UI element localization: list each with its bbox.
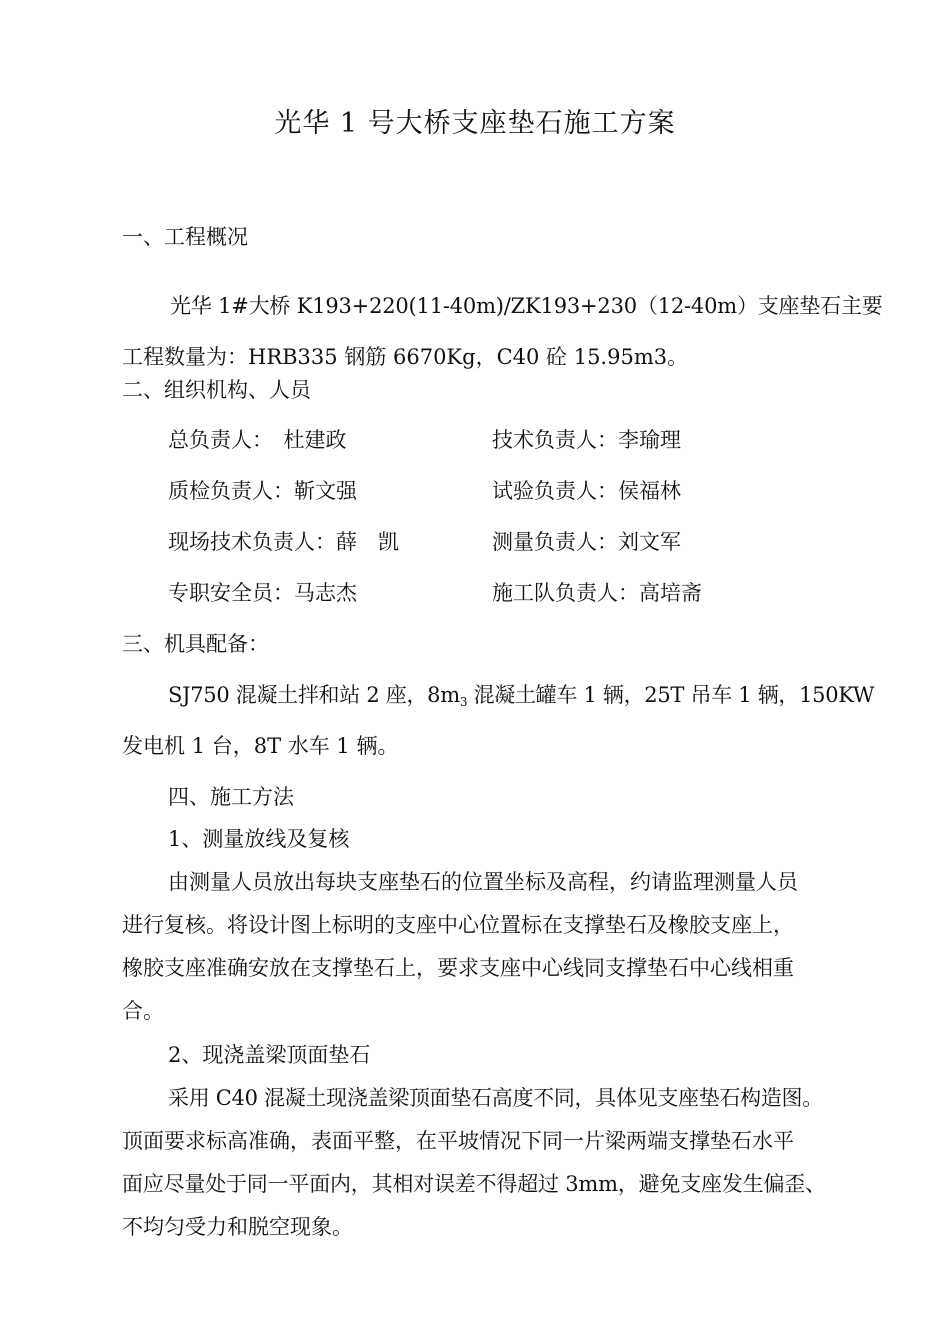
pad-stone-paragraph-line-3: 面应尽量处于同一平面内，其相对误差不得超过 3mm，避免支座发生偏歪、 xyxy=(122,1172,826,1196)
pad-stone-paragraph-line-1: 采用 C40 混凝土现浇盖梁顶面垫石高度不同，具体见支座垫石构造图。 xyxy=(168,1086,823,1110)
equipment-line-1 xyxy=(168,682,874,711)
section-heading-equipment: 三、机具配备： xyxy=(122,632,269,656)
survey-paragraph-line-4: 合。 xyxy=(122,999,164,1023)
survey-paragraph-line-3: 橡胶支座准确安放在支撑垫石上，要求支座中心线同支撑垫石中心线相重 xyxy=(122,956,794,980)
person-technical: 技术负责人：李瑜理 xyxy=(492,428,681,452)
equipment-line-1-superscript: 3 xyxy=(459,695,468,709)
person-quality: 质检负责人：靳文强 xyxy=(168,479,357,503)
person-testing: 试验负责人：侯福林 xyxy=(492,479,681,503)
equipment-line-2: 发电机 1 台，8T 水车 1 辆。 xyxy=(122,734,399,758)
person-crew: 施工队负责人：高培斋 xyxy=(492,581,702,605)
pad-stone-paragraph-line-4: 不均匀受力和脱空现象。 xyxy=(122,1215,353,1239)
equipment-line-1-part-b: 混凝土罐车 1 辆，25T 吊车 1 辆，150KW xyxy=(467,683,875,707)
section-heading-overview: 一、工程概况 xyxy=(122,225,248,249)
overview-paragraph-line-2: 工程数量为：HRB335 钢筋 6670Kg，C40 砼 15.95m3。 xyxy=(122,345,689,369)
equipment-line-1-part-a: SJ750 混凝土拌和站 2 座，8m xyxy=(168,683,460,707)
section-heading-organization: 二、组织机构、人员 xyxy=(122,378,311,402)
survey-paragraph-line-1: 由测量人员放出每块支座垫石的位置坐标及高程，约请监理测量人员 xyxy=(168,870,798,894)
person-chief: 总负责人： 杜建政 xyxy=(168,428,347,452)
person-site-technical: 现场技术负责人：薛 凯 xyxy=(168,530,399,554)
subsection-heading-survey: 1、测量放线及复核 xyxy=(168,827,350,851)
person-safety: 专职安全员：马志杰 xyxy=(168,581,357,605)
pad-stone-paragraph-line-2: 顶面要求标高准确，表面平整，在平坡情况下同一片梁两端支撑垫石水平 xyxy=(122,1129,794,1153)
overview-paragraph-line-1: 光华 1#大桥 K193+220(11-40m)/ZK193+230（12-40m）支座垫石主要 xyxy=(170,294,883,318)
section-heading-method: 四、施工方法 xyxy=(168,785,294,809)
page-title: 光华 1 号大桥支座垫石施工方案 xyxy=(274,108,676,139)
subsection-heading-pad-stone: 2、现浇盖梁顶面垫石 xyxy=(168,1043,371,1067)
survey-paragraph-line-2: 进行复核。将设计图上标明的支座中心位置标在支撑垫石及橡胶支座上， xyxy=(122,913,794,937)
person-survey: 测量负责人：刘文军 xyxy=(492,530,681,554)
